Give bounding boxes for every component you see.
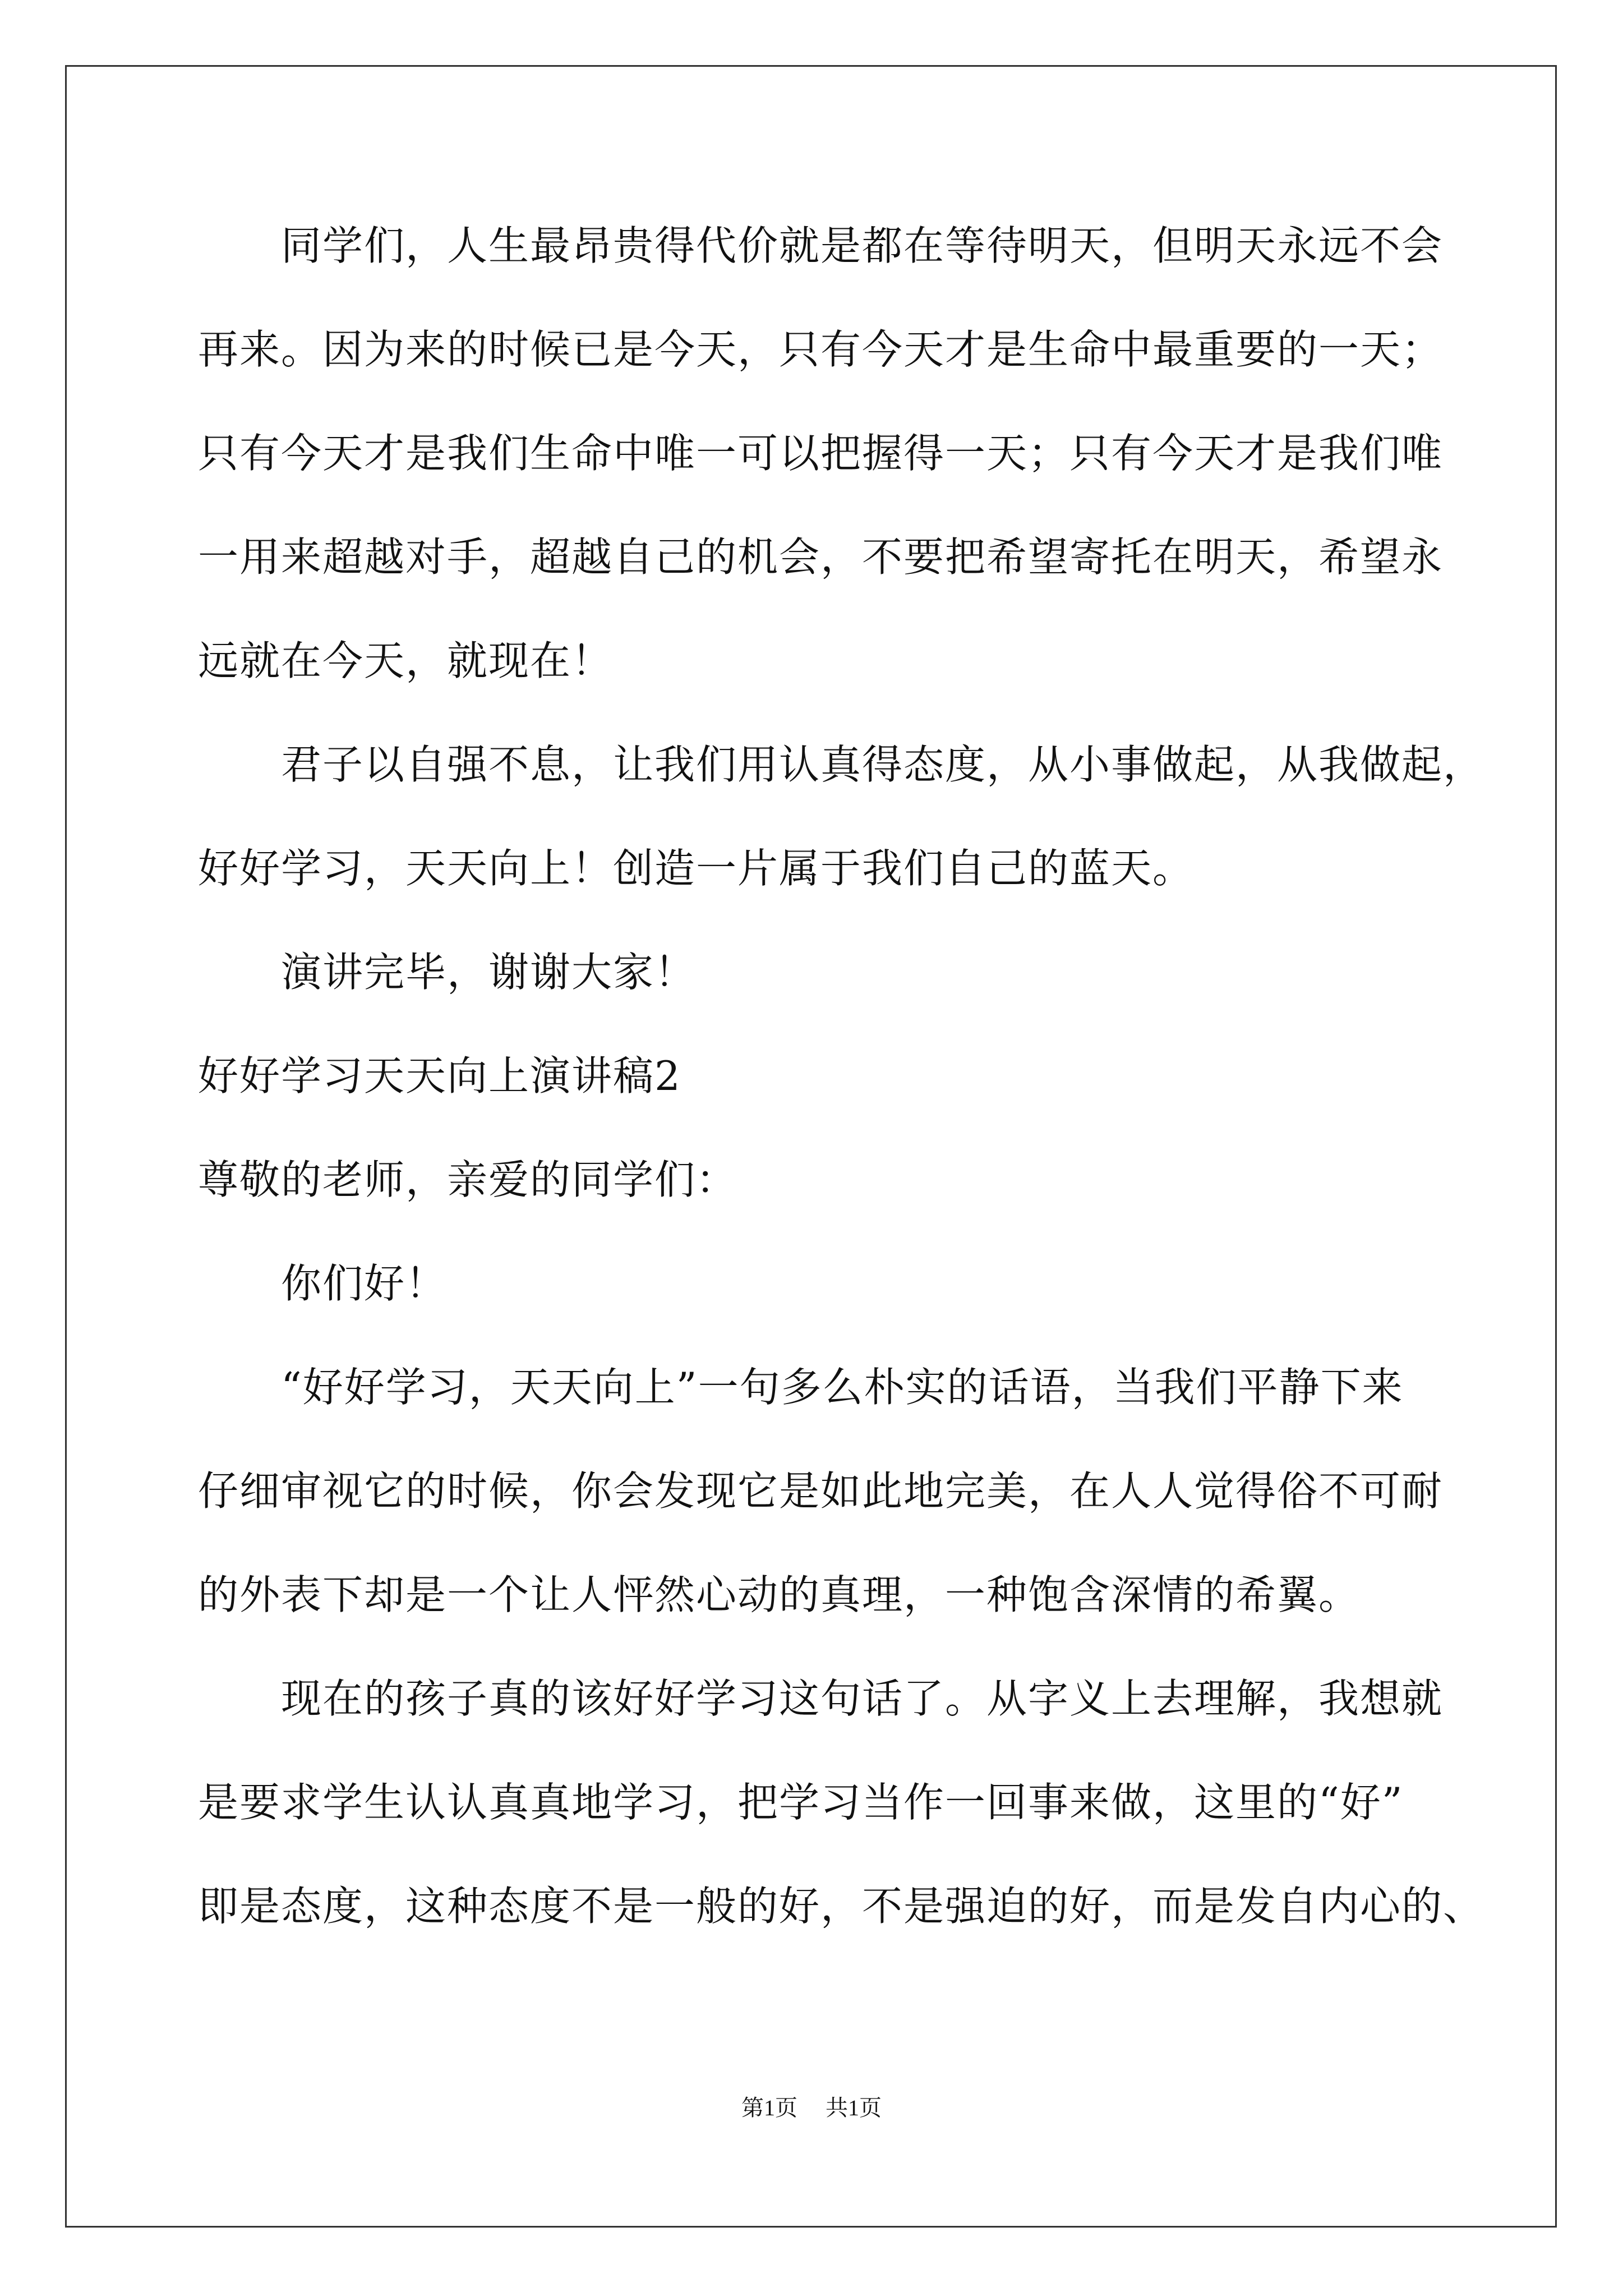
section-title: 好好学习天天向上演讲稿2 [198, 1052, 681, 1099]
paragraph-line: 是要求学生认认真真地学习，把学习当作一回事来做，这里的“好” [198, 1779, 1404, 1826]
salutation: 尊敬的老师，亲爱的同学们： [198, 1156, 738, 1203]
closing-line: 演讲完毕，谢谢大家！ [281, 949, 697, 996]
paragraph-line: 再来。因为来的时候已是今天，只有今天才是生命中最重要的一天； [198, 326, 1444, 373]
page-number: 第1页 [741, 2095, 797, 2120]
paragraph-line: 现在的孩子真的该好好学习这句话了。从字义上去理解，我想就 [281, 1675, 1444, 1722]
page-footer [0, 2092, 1623, 2124]
paragraph-line: 一用来超越对手，超越自己的机会，不要把希望寄托在明天，希望永 [198, 533, 1444, 581]
page-total: 共1页 [826, 2095, 882, 2120]
paragraph-line: 仔细审视它的时候，你会发现它是如此地完美，在人人觉得俗不可耐 [198, 1467, 1444, 1515]
paragraph-line: 好好学习，天天向上！创造一片属于我们自己的蓝天。 [198, 845, 1195, 892]
paragraph-line: 君子以自强不息，让我们用认真得态度，从小事做起，从我做起， [281, 741, 1485, 788]
paragraph-line: 即是态度，这种态度不是一般的好，不是强迫的好，而是发自内心的、 [198, 1883, 1485, 1930]
paragraph-line: 远就在今天，就现在！ [198, 637, 614, 684]
paragraph-line: 的外表下却是一个让人怦然心动的真理，一种饱含深情的希翼。 [198, 1571, 1361, 1618]
paragraph-line: “好好学习，天天向上”一句多么朴实的话语，当我们平静下来 [281, 1364, 1404, 1411]
greeting: 你们好！ [281, 1260, 448, 1307]
paragraph-line: 只有今天才是我们生命中唯一可以把握得一天；只有今天才是我们唯 [198, 430, 1444, 477]
paragraph-line: 同学们，人生最昂贵得代价就是都在等待明天，但明天永远不会 [281, 222, 1444, 269]
